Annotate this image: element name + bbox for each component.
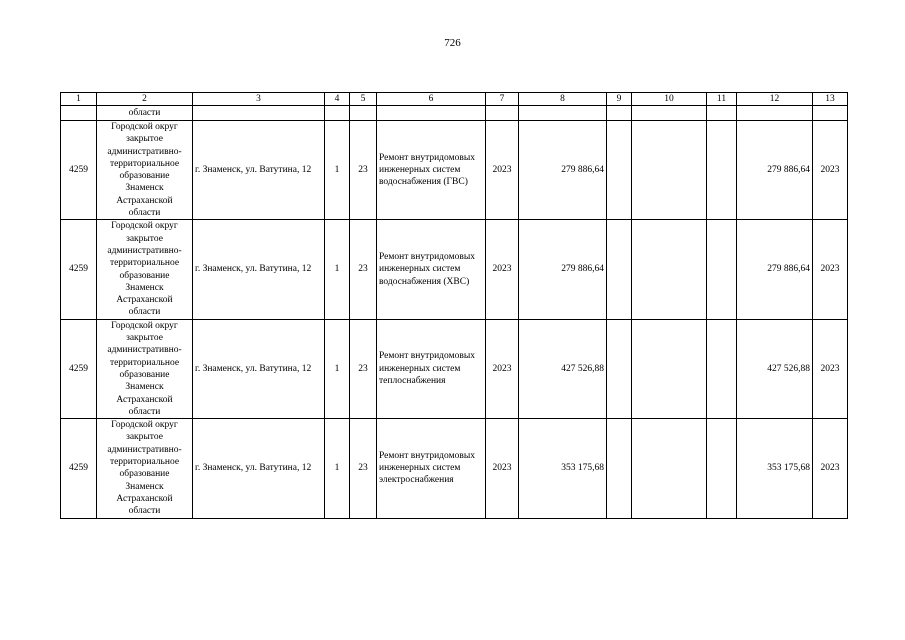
year-end-cell: 2023 <box>813 220 848 319</box>
municipality-line: закрытое <box>126 333 163 344</box>
table-row <box>61 319 848 418</box>
address-cell: г. Знаменск, ул. Ватутина, 12 <box>193 419 325 518</box>
column-9-cell <box>607 419 632 518</box>
column-number: 7 <box>486 93 519 106</box>
column-11-cell <box>707 319 737 418</box>
continuation-row <box>61 106 848 121</box>
municipality-line: Знаменск <box>125 382 164 393</box>
column-5-cell: 23 <box>350 220 377 319</box>
column-number: 4 <box>325 93 350 106</box>
work-type-cell: Ремонт внутридомовых инженерных систем водоснабжения (ГВС) <box>377 121 486 220</box>
municipality-line: территориальное <box>109 457 180 468</box>
municipality-line: закрытое <box>126 134 163 145</box>
column-number: 2 <box>97 93 193 106</box>
municipality-line: области <box>128 208 161 219</box>
municipality-line: области <box>128 406 161 417</box>
column-number: 6 <box>377 93 486 106</box>
column-number: 9 <box>607 93 632 106</box>
cost-cell: 279 886,64 <box>519 121 607 220</box>
municipality-line: образование <box>119 171 170 182</box>
municipality-line: закрытое <box>126 432 163 443</box>
municipality-line: территориальное <box>109 158 180 169</box>
address-cell: г. Знаменск, ул. Ватутина, 12 <box>193 319 325 418</box>
municipality-line: области <box>128 307 161 318</box>
municipality-line: образование <box>119 469 170 480</box>
column-11-cell <box>707 220 737 319</box>
column-number: 8 <box>519 93 607 106</box>
address-cell: г. Знаменск, ул. Ватутина, 12 <box>193 220 325 319</box>
municipality-line: Астраханской <box>116 394 173 405</box>
municipality-cell <box>97 319 193 418</box>
year-end-cell: 2023 <box>813 121 848 220</box>
column-number: 3 <box>193 93 325 106</box>
page-number: 726 <box>444 37 461 49</box>
year-cell: 2023 <box>486 121 519 220</box>
municipality-line: образование <box>119 270 170 281</box>
work-type-cell: Ремонт внутридомовых инженерных систем электроснабжения <box>377 419 486 518</box>
municipality-line: Астраханской <box>116 493 173 504</box>
column-number: 11 <box>707 93 737 106</box>
municipality-line: административно- <box>107 444 182 455</box>
cost-cell: 427 526,88 <box>519 319 607 418</box>
row-number: 4259 <box>61 319 97 418</box>
table-row <box>61 419 848 518</box>
column-number: 5 <box>350 93 377 106</box>
cost-total-cell: 353 175,68 <box>737 419 813 518</box>
column-4-cell: 1 <box>325 319 350 418</box>
cost-cell: 279 886,64 <box>519 220 607 319</box>
work-type-cell: Ремонт внутридомовых инженерных систем теплоснабжения <box>377 319 486 418</box>
municipality-cell <box>97 419 193 518</box>
capital-repair-table <box>60 92 848 519</box>
municipality-line: Городской округ <box>111 221 178 232</box>
column-4-cell: 1 <box>325 121 350 220</box>
year-cell: 2023 <box>486 319 519 418</box>
column-5-cell: 23 <box>350 319 377 418</box>
column-10-cell <box>632 319 707 418</box>
municipality-cell <box>97 121 193 220</box>
year-cell: 2023 <box>486 419 519 518</box>
column-10-cell <box>632 220 707 319</box>
municipality-line: образование <box>119 369 170 380</box>
municipality-line: административно- <box>107 345 182 356</box>
column-5-cell: 23 <box>350 121 377 220</box>
column-9-cell <box>607 220 632 319</box>
table-row <box>61 220 848 319</box>
municipality-line: Городской округ <box>111 320 178 331</box>
municipality-line: Астраханской <box>116 295 173 306</box>
row-number: 4259 <box>61 419 97 518</box>
column-10-cell <box>632 419 707 518</box>
column-number: 10 <box>632 93 707 106</box>
year-cell: 2023 <box>486 220 519 319</box>
municipality-line: Городской округ <box>111 122 178 132</box>
municipality-line: Знаменск <box>125 481 164 492</box>
address-cell: г. Знаменск, ул. Ватутина, 12 <box>193 121 325 220</box>
year-end-cell: 2023 <box>813 419 848 518</box>
municipality-line: административно- <box>107 146 182 157</box>
cost-total-cell: 279 886,64 <box>737 121 813 220</box>
column-9-cell <box>607 121 632 220</box>
municipality-line: Знаменск <box>125 282 164 293</box>
column-10-cell <box>632 121 707 220</box>
cost-total-cell: 427 526,88 <box>737 319 813 418</box>
municipality-line: территориальное <box>109 258 180 269</box>
row-number: 4259 <box>61 121 97 220</box>
column-number: 1 <box>61 93 97 106</box>
table-row <box>61 121 848 220</box>
row-number: 4259 <box>61 220 97 319</box>
cost-total-cell: 279 886,64 <box>737 220 813 319</box>
municipality-line: области <box>128 506 161 517</box>
municipality-line: территориальное <box>109 357 180 368</box>
column-9-cell <box>607 319 632 418</box>
column-number: 12 <box>737 93 813 106</box>
column-number: 13 <box>813 93 848 106</box>
column-5-cell: 23 <box>350 419 377 518</box>
municipality-line: Астраханской <box>116 195 173 206</box>
column-4-cell: 1 <box>325 419 350 518</box>
column-11-cell <box>707 121 737 220</box>
municipality-line: Городской округ <box>111 420 178 431</box>
municipality-continuation: области <box>97 106 193 121</box>
municipality-cell <box>97 220 193 319</box>
column-11-cell <box>707 419 737 518</box>
year-end-cell: 2023 <box>813 319 848 418</box>
municipality-line: Знаменск <box>125 183 164 194</box>
column-number-row <box>61 93 848 106</box>
municipality-line: закрытое <box>126 233 163 244</box>
work-type-cell: Ремонт внутридомовых инженерных систем водоснабжения (ХВС) <box>377 220 486 319</box>
cost-cell: 353 175,68 <box>519 419 607 518</box>
municipality-line: административно- <box>107 245 182 256</box>
column-4-cell: 1 <box>325 220 350 319</box>
